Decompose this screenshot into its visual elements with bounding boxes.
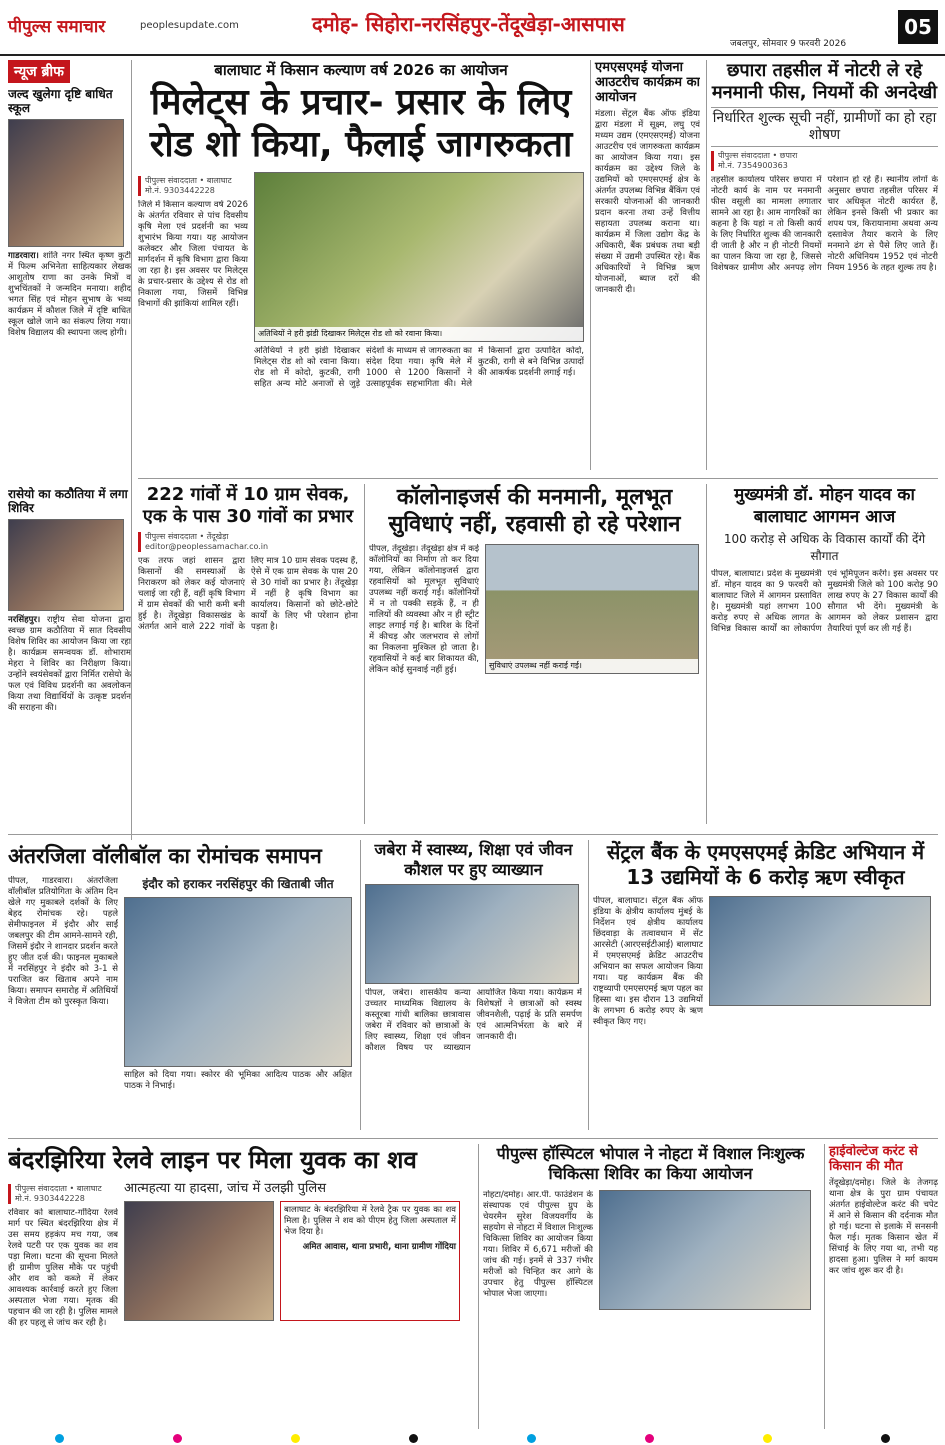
peoples-hospital-headline: पीपुल्स हॉस्पिटल भोपाल ने नोहटा में विशाल निःशुल्क चिकित्सा शिविर का किया आयोजन xyxy=(496,1144,805,1183)
notary-mobile: मो.नं. 7354900363 xyxy=(718,161,788,170)
railway-photo xyxy=(124,1201,274,1321)
lead-mobile: मो.नं. 9303442228 xyxy=(145,186,215,195)
news-brief-title: न्यूज ब्रीफ xyxy=(8,60,70,83)
colonizers-photo-caption: सुविधाएं उपलब्ध नहीं कराई गई। xyxy=(486,659,698,673)
notary-byline-text: पीपुल्स संवाददाता • छपारा xyxy=(718,151,798,160)
peoples-hospital-story xyxy=(478,1144,818,1429)
cm-visit-story xyxy=(706,484,938,824)
lead-kicker: बालाघाट में किसान कल्याण वर्ष 2026 का आयोजन xyxy=(214,61,508,79)
registration-dot xyxy=(763,1434,772,1443)
railway-text: रविवार को बालाघाट-गोंदिया रेलवे मार्ग पर स्थित बंदरझिरिया क्षेत्र में उस समय हड़कंप मच गया, जब रेलवे पटरी पर एक युवक का शव पड़ा मिला। घटना की सूचना मिलते ही ग्रामीण पुलिस मौके पर पहुंची और शव को कब्जे में लेकर आवश्यक कार्रवाई करते हुए जिला अस्पताल भेजा गया। मृतक की पहचान की जा रही है। पुलिस मामले की हर पहलू से जांच कर रही है। xyxy=(8,1208,118,1328)
railway-subhead: आत्महत्या या हादसा, जांच में उलझी पुलिस xyxy=(124,1181,326,1196)
railway-byline-text: पीपुल्स संवाददाता • बालाघाट xyxy=(15,1184,102,1193)
lead-headline: मिलेट्स के प्रचार- प्रसार के लिए रोड शो किया, फैलाई जागरुकता xyxy=(149,82,573,165)
railway-byline xyxy=(8,1184,118,1204)
brief1-text xyxy=(8,251,131,481)
hv-current-headline: हाईवोल्टेज करंट से किसान की मौत xyxy=(829,1144,918,1174)
lead-photo-caption: अतिथियों ने हरी झंडी दिखाकर मिलेट्स रोड शो को रवाना किया। xyxy=(255,327,583,341)
colonizers-headline: कॉलोनाइजर्स की मनमानी, मूलभूत सुविधाएं नहीं, रहवासी हो रहे परेशान xyxy=(388,485,681,537)
jabera-text: पीपल, जबेरा। शासकीय कन्या उच्चतर माध्यमिक विद्यालय के कस्तूरबा गांधी बालिका छात्रावास जबेरा में रविवार को छात्राओं के लिए स्वास्थ्य, शिक्षा एवं जीवन कौशल विषय पर व्याख्यान आयोजित किया गया। कार्यक्रम में विशेषज्ञों ने छात्राओं को स्वस्थ जीवनशैली, पढ़ाई के प्रति समर्पण एवं आत्मनिर्भरता के बारे में जानकारी दी। xyxy=(365,988,582,1053)
colonizers-story xyxy=(364,484,700,824)
volleyball-headline: अंतरजिला वॉलीबॉल का रोमांचक समापन xyxy=(8,844,322,868)
page-number: 05 xyxy=(898,10,938,44)
jabera-story xyxy=(360,840,582,1130)
lead-story xyxy=(138,60,584,470)
railway-headline: बंदरझिरिया रेलवे लाइन पर मिला युवक का शव xyxy=(8,1146,417,1174)
brief2-photo xyxy=(8,519,124,611)
volleyball-story xyxy=(8,840,354,1130)
colonizers-text: पीपल, तेंदूखेड़ा। तेंदूखेड़ा क्षेत्र में कई कॉलोनियों का निर्माण तो कर दिया गया, लेकिन कॉलोनाइजर्स द्वारा रहवासियों को मूलभूत सुविधाएं उपलब्ध नहीं कराई गईं। कॉलोनियों में न तो पक्की सड़कें हैं, न ही नालियों की व्यवस्था और न ही स्ट्रीट लाइट लगाई गई है। बारिश के दिनों में कीचड़ और जलभराव से लोगों का निकलना मुश्किल हो जाता है। रहवासियों ने कई बार शिकायत की, लेकिन कोई सुनवाई नहीं हुई। xyxy=(369,544,479,675)
railway-story xyxy=(8,1144,472,1429)
volleyball-subhead: इंदौर को हराकर नरसिंहपुर की खिताबी जीत xyxy=(142,877,334,891)
lead-byline-text: पीपुल्स संवाददाता • बालाघाट xyxy=(145,176,232,185)
brief2-text xyxy=(8,615,131,714)
brief1-photo xyxy=(8,119,124,247)
news-brief-column xyxy=(8,60,132,840)
brief2-body: राष्ट्रीय सेवा योजना द्वारा स्वच्छ ग्राम कठौतिया में सात दिवसीय विशेष शिविर का आयोजन किया जा रहा है। कार्यक्रम समन्वयक डॉ. शोभाराम मेहरा ने शिविर का निरीक्षण किया। उन्होंने स्वयंसेवकों द्वारा निर्मित रासेयो के फल एवं विविध प्रदर्शनी का अवलोकन किया तथा विद्यार्थियों के उत्कृष्ट प्रदर्शन की सराहना की। xyxy=(8,615,131,713)
msme-headline: एमएसएमई योजना आउटरीच कार्यक्रम का आयोजन xyxy=(595,60,700,105)
gram-sevak-story xyxy=(138,484,358,824)
notary-story xyxy=(706,60,938,470)
central-bank-text: पीपल, बालाघाट। सेंट्रल बैंक ऑफ इंडिया के क्षेत्रीय कार्यालय मुंबई के निर्देशन एवं क्षेत्रीय कार्यालय छिंदवाड़ा के तत्वावधान में सेंट आरसेटी (आरएसईटीआई) बालाघाट में एमएसएमई क्रेडिट आउटरीच अभियान का सफल आयोजन किया गया। यह कार्यक्रम बैंक की राष्ट्रव्यापी एमएसएमई ऋण पहल का हिस्सा था। इस दौरान 13 उद्यमियों के लगभग 6 करोड़ रुपए के ऋण स्वीकृत किए गए। xyxy=(593,896,703,1027)
central-bank-story xyxy=(588,840,938,1130)
gram-sevak-byline xyxy=(138,532,358,552)
volleyball-text: पीपल, गाडरवारा। अंतरजिला वॉलीबॉल प्रतियोगिता के अंतिम दिन खेले गए मुकाबले दर्शकों के लिए बेहद रोमांचक रहे। पहले सेमीफाइनल में इंदौर और साईं जबलपुर की टीम आमने-सामने रही, जिसमें इंदौर ने शानदार प्रदर्शन करते हुए जीत दर्ज की। फाइनल मुकाबले में नरसिंहपुर ने इंदौर को 3-1 से पराजित कर खिताब अपने नाम किया। समापन समारोह में अतिथियों ने विजेता टीम को पुरस्कृत किया। xyxy=(8,876,118,1007)
registration-dot xyxy=(291,1434,300,1443)
print-registration-marks xyxy=(0,1432,945,1445)
notary-byline xyxy=(711,151,938,171)
brief1-place: गाडरवारा। xyxy=(8,251,39,261)
jabera-headline: जबेरा में स्वास्थ्य, शिक्षा एवं जीवन कौशल पर हुए व्याख्यान xyxy=(374,840,573,879)
jabera-photo xyxy=(365,884,579,984)
gram-sevak-text: एक तरफ जहां शासन द्वारा किसानों की समस्याओं के निराकरण को लेकर कई योजनाएं चलाई जा रही हैं, वहीं कृषि विभाग में ग्राम सेवकों की भारी कमी बनी हुई है। तेंदूखेड़ा विकासखंड के अंतर्गत आने वाले 222 गांवों के लिए मात्र 10 ग्राम सेवक पदस्थ हैं, ऐसे में एक ग्राम सेवक के पास 20 से 30 गांवों का प्रभार है। तेंदूखेड़ा में नहीं है कृषि विभाग का कार्यालय। किसानों को छोटे-छोटे कार्यों के लिए भी परेशान होना पड़ता है। xyxy=(138,556,358,632)
central-bank-photo xyxy=(709,896,931,1006)
registration-dot xyxy=(527,1434,536,1443)
site-url: peoplesupdate.com xyxy=(140,20,239,31)
volleyball-photo xyxy=(124,897,352,1067)
page-header xyxy=(0,0,945,56)
notary-text: तहसील कार्यालय परिसर छपारा में नोटरी कार्य के नाम पर मनमानी फीस वसूली का मामला लगातार सामने आ रहा है। आम नागरिकों का कहना है कि यहां न तो किसी कार्य के लिए निर्धारित शुल्क की जानकारी दी जाती है और न ही नोटरी नियमों का पालन किया जा रहा है, जिससे विशेषकर ग्रामीण और अनपढ़ लोग परेशान हो रहे हैं। स्थानीय लोगों के अनुसार छपारा तहसील परिसर में चार अधिकृत नोटरी कार्यरत हैं, लेकिन इनसे किसी भी प्रकार का शपथ पत्र, किरायानामा अथवा अन्य दस्तावेज तैयार कराने के लिए मनमाने ढंग से पैसे लिए जाते हैं। नोटरी अधिनियम 1952 एवं नोटरी नियम 1956 के तहत शुल्क तय है। xyxy=(711,175,938,273)
notary-headline: छपारा तहसील में नोटरी ले रहे मनमानी फीस, नियमों की अनदेखी xyxy=(711,60,938,103)
lead-photo xyxy=(254,172,584,342)
cm-visit-subhead: 100 करोड़ से अधिक के विकास कार्यों की देंगे सौगात xyxy=(723,532,926,563)
hv-current-story xyxy=(824,1144,938,1429)
peoples-hospital-photo xyxy=(599,1190,811,1310)
cm-visit-text: पीपल, बालाघाट। प्रदेश के मुख्यमंत्री डॉ. मोहन यादव का 9 फरवरी को बालाघाट जिले में आगमन प्रस्तावित है। मुख्यमंत्री यहां लगभग 100 करोड़ रुपए से अधिक लागत के विभिन्न विकास कार्यों का लोकार्पण एवं भूमिपूजन करेंगे। इस अवसर पर मुख्यमंत्री जिले को 100 करोड़ 90 लाख रुपए के 27 विकास कार्यों की सौगात भी देंगे। मुख्यमंत्री के आगमन को लेकर प्रशासन द्वारा तैयारियां पूर्ण कर ली गई हैं। xyxy=(711,569,938,634)
railway-mobile: मो.नं. 9303442228 xyxy=(15,1194,85,1203)
msme-text: मंडला। सेंट्रल बैंक ऑफ इंडिया द्वारा मंडला में सूक्ष्म, लघु एवं मध्यम उद्यम (एमएसएमई) योजना आउटरीच एवं जागरुकता कार्यक्रम का आयोजन किया गया। इस कार्यक्रम का उद्देश्य जिले के उद्यमियों को एमएसएमई क्षेत्र के अंतर्गत उपलब्ध विभिन्न बैंकिंग एवं सरकारी योजनाओं की जानकारी प्रदान करना तथा उन्हें वित्तीय सहायता उपलब्ध कराना था। कार्यक्रम में जिला उद्योग केंद्र के अधिकारी, बैंक प्रबंधक तथा बड़ी संख्या में उद्यमी उपस्थित रहे। बैंक अधिकारियों ने विभिन्न ऋण योजनाओं, ब्याज दरों की जानकारी दी। xyxy=(595,109,700,295)
registration-dot xyxy=(881,1434,890,1443)
registration-dot xyxy=(173,1434,182,1443)
brief1-headline: जल्द खुलेगा दृष्टि बाधित स्कूल xyxy=(8,87,113,115)
railway-note xyxy=(280,1201,460,1321)
gram-sevak-byline-text: पीपुल्स संवाददाता • तेंदूखेड़ा xyxy=(145,532,229,541)
peoples-hospital-text: नोहटा/दमोह। आर.पी. फाउंडेशन के संस्थापक एवं पीपुल्स ग्रुप के चेयरमैन सुरेश विजयवर्गीय के सहयोग से नोहटा में विशाल निःशुल्क चिकित्सा शिविर का आयोजन किया गया। शिविर में 6,671 मरीजों की जांच की गई। इनमें से 337 गंभीर मरीजों को चिन्हित कर आगे के उपचार हेतु पीपुल्स हॉस्पिटल भोपाल भेजा जाएगा। xyxy=(483,1190,593,1299)
gram-sevak-headline: 222 गांवों में 10 ग्राम सेवक, एक के पास 30 गांवों का प्रभार xyxy=(142,484,354,527)
brief1-body: शांति नगर स्थित कृष्ण कुटी में फिल्म अभिनेता साहित्यकार लेखक आशुतोष राणा का उनके मित्रों व शुभचिंतकों ने जन्मदिन मनाया। शहीद भगत सिंह एवं मोहन सुभाष के भव्य कार्यक्रम में कौशल जिले में दृष्टि बाधित स्कूल खोले जाने का संकल्प लिया गया। विशेष विद्यालय की स्थापना जल्द होगी। xyxy=(8,251,131,338)
lead-text: जिले में किसान कल्याण वर्ष 2026 के अंतर्गत रविवार से पांच दिवसीय कृषि मेला एवं प्रदर्शनी का भव्य शुभारंभ किया गया। यह आयोजन कलेक्टर और जिला पंचायत के मार्गदर्शन में कृषि विभाग द्वारा किया जा रहा है। इस अवसर पर मिलेट्स के प्रचार-प्रसार के उद्देश्य से रोड शो निकाला गया, जिसमें विभिन्न विभागों की झांकियां शामिल रहीं। xyxy=(138,200,248,309)
volleyball-photo-caption: साहिल को दिया गया। स्कोरर की भूमिका आदित्य पाठक और अक्षित पाठक ने निभाई। xyxy=(124,1070,352,1091)
hv-current-text: तेंदूखेड़ा/दमोह। जिले के तेजगढ़ थाना क्षेत्र के पुरा ग्राम पंचायत अंतर्गत हाईवोल्टेज करंट की चपेट में आने से किसान की दर्दनाक मौत हो गई। घटना से इलाके में सनसनी फैल गई। मृतक किसान खेत में सिंचाई के लिए गया था, तभी यह हादसा हुआ। पुलिस ने मर्ग कायम कर जांच शुरू कर दी है। xyxy=(829,1178,938,1276)
brief2-headline: रासेयो का कठौतिया में लगा शिविर xyxy=(8,487,128,515)
notary-subhead: निर्धारित शुल्क सूची नहीं, ग्रामीणों का हो रहा शोषण xyxy=(711,107,938,147)
central-bank-headline: सेंट्रल बैंक के एमएसएमई क्रेडिट अभियान में 13 उद्यमियों के 6 करोड़ ऋण स्वीकृत xyxy=(606,840,925,889)
lead-text-2: अतिथियों ने हरी झंडी दिखाकर मिलेट्स रोड शो को रवाना किया। रोड शो में कोदो, कुटकी, रागी सहित अन्य मोटे अनाजों से जुड़े संदेशों के माध्यम से जागरुकता का संदेश दिया गया। कृषि मेले में 1000 से 1200 किसानों ने उत्साहपूर्वक सहभागिता की। मेले में किसानों द्वारा उत्पादित कोदो, कुटकी, रागी से बने विभिन्न उत्पादों की आकर्षक प्रदर्शनी लगाई गई। xyxy=(254,346,584,389)
msme-story xyxy=(590,60,700,470)
brand-logo: पीपुल्स समाचार xyxy=(8,17,106,37)
registration-dot xyxy=(645,1434,654,1443)
registration-dot xyxy=(55,1434,64,1443)
colonizers-photo xyxy=(485,544,699,674)
railway-note-text: बालाघाट के बंदरझिरिया में रेलवे ट्रैक पर युवक का शव मिला है। पुलिस ने शव को पीएम हेतु जिला अस्पताल में भेज दिया है। xyxy=(284,1205,456,1237)
gram-sevak-email: editor@peoplessamachar.co.in xyxy=(145,542,269,551)
cm-visit-headline: मुख्यमंत्री डॉ. मोहन यादव का बालाघाट आगमन आज xyxy=(734,485,915,527)
region-title: दमोह- सिहोरा-नरसिंहपुर-तेंदूखेड़ा-आसपास xyxy=(312,12,625,36)
railway-note-sign: अमित आवास, थाना प्रभारी, थाना ग्रामीण गोंदिया xyxy=(302,1242,456,1252)
brief2-place: नरसिंहपुर। xyxy=(8,615,41,625)
dateline: जबलपुर, सोमवार 9 फरवरी 2026 xyxy=(730,39,847,49)
registration-dot xyxy=(409,1434,418,1443)
lead-byline xyxy=(138,176,248,196)
